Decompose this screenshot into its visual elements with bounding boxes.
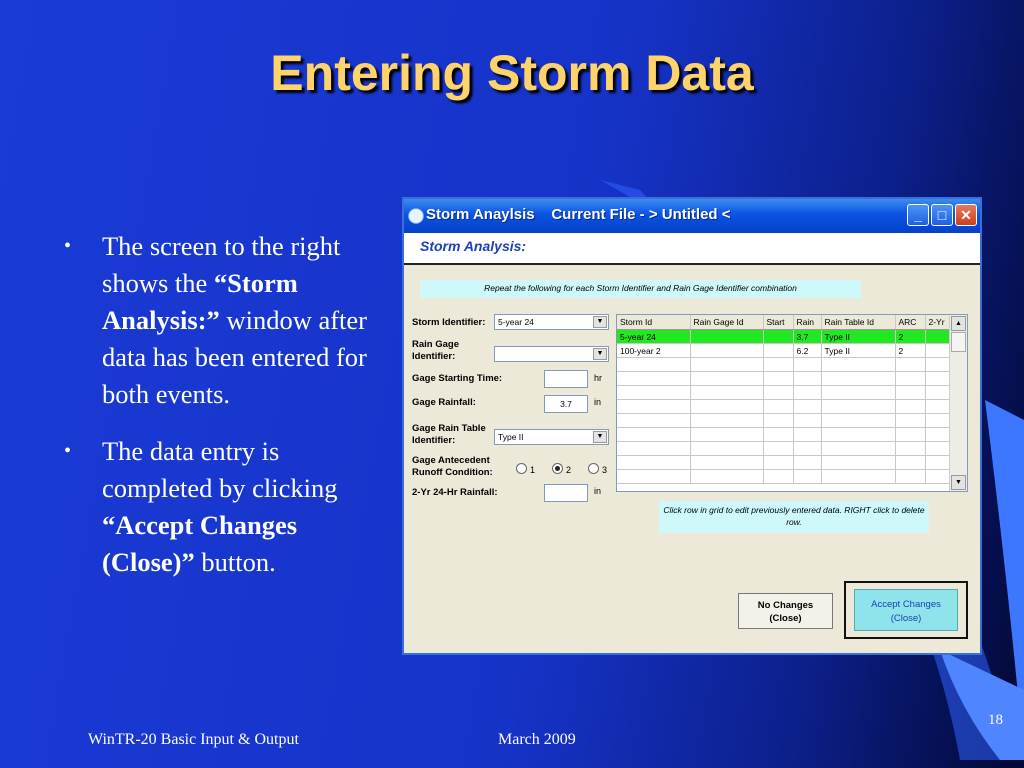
- column-header[interactable]: Rain Table Id: [821, 315, 895, 330]
- grid-cell[interactable]: [895, 414, 925, 428]
- bullet-item: [62, 433, 382, 581]
- grid-cell[interactable]: [617, 470, 690, 484]
- grid-cell[interactable]: [617, 428, 690, 442]
- column-header[interactable]: Storm Id: [617, 315, 690, 330]
- grid-cell[interactable]: [690, 358, 763, 372]
- grid-cell[interactable]: [925, 372, 951, 386]
- footer-date: March 2009: [498, 731, 576, 748]
- slide-number: 18: [988, 712, 1003, 728]
- grid-cell[interactable]: [895, 442, 925, 456]
- grid-cell[interactable]: [690, 456, 763, 470]
- minimize-button[interactable]: _: [907, 204, 929, 226]
- grid-cell[interactable]: [925, 442, 951, 456]
- grid-cell[interactable]: [821, 442, 895, 456]
- grid-cell[interactable]: [821, 456, 895, 470]
- grid-cell[interactable]: [690, 386, 763, 400]
- grid-cell[interactable]: [793, 372, 821, 386]
- grid-cell[interactable]: [895, 372, 925, 386]
- arc-radio-label: 2: [566, 465, 572, 475]
- arc-radio-label: 3: [602, 465, 608, 475]
- grid-cell[interactable]: [793, 386, 821, 400]
- grid-cell[interactable]: Type II: [821, 344, 895, 358]
- table-row[interactable]: [617, 442, 951, 456]
- gage-start-unit: hr: [594, 373, 603, 383]
- grid-cell[interactable]: [821, 470, 895, 484]
- grid-cell[interactable]: 6.2: [793, 344, 821, 358]
- rain-table-label-line1: Gage Rain Table: [412, 423, 486, 434]
- grid-cell[interactable]: [793, 414, 821, 428]
- table-row[interactable]: [617, 386, 951, 400]
- grid-header-row: [617, 315, 951, 330]
- table-row[interactable]: [617, 330, 951, 344]
- no-changes-label: No Changes: [757, 600, 814, 611]
- grid-cell[interactable]: [763, 442, 793, 456]
- grid-cell[interactable]: [690, 400, 763, 414]
- grid-cell[interactable]: [925, 330, 951, 344]
- grid-cell[interactable]: [617, 456, 690, 470]
- app-icon[interactable]: [408, 208, 424, 224]
- grid-cell[interactable]: [617, 358, 690, 372]
- grid-cell[interactable]: [763, 428, 793, 442]
- column-header[interactable]: 2-Yr: [925, 315, 951, 330]
- grid-cell[interactable]: [925, 414, 951, 428]
- scroll-up-icon[interactable]: ▲: [951, 316, 966, 331]
- table-row[interactable]: [617, 414, 951, 428]
- radio-icon[interactable]: [588, 463, 599, 474]
- grid-cell[interactable]: [895, 470, 925, 484]
- grid-cell[interactable]: 5-year 24: [617, 330, 690, 344]
- grid-cell[interactable]: [690, 470, 763, 484]
- window-titlebar[interactable]: [404, 199, 980, 233]
- form-header-title: Storm Analysis:: [420, 238, 527, 254]
- table-row[interactable]: [617, 372, 951, 386]
- grid-cell[interactable]: [763, 386, 793, 400]
- storm-data-grid[interactable]: [616, 314, 968, 492]
- grid-cell[interactable]: Type II: [821, 330, 895, 344]
- rain-gage-select[interactable]: [494, 346, 609, 362]
- grid-cell[interactable]: [895, 456, 925, 470]
- gage-rainfall-label: Gage Rainfall:: [412, 397, 476, 408]
- chevron-down-icon[interactable]: ▼: [593, 348, 607, 360]
- rain-gage-label: [412, 339, 459, 363]
- grid-cell[interactable]: [925, 428, 951, 442]
- column-header[interactable]: ARC: [895, 315, 925, 330]
- grid-cell[interactable]: [763, 372, 793, 386]
- bullet-bold-text: “Storm Analysis:”: [102, 268, 298, 335]
- grid-cell[interactable]: [617, 400, 690, 414]
- grid-cell[interactable]: [895, 358, 925, 372]
- grid-cell[interactable]: [690, 344, 763, 358]
- table-row[interactable]: [617, 358, 951, 372]
- rain-gage-label-line2: Identifier:: [412, 351, 456, 362]
- radio-icon[interactable]: [516, 463, 527, 474]
- column-header[interactable]: Start: [763, 315, 793, 330]
- slide-title: Entering Storm Data: [270, 45, 754, 101]
- grid-cell[interactable]: [925, 400, 951, 414]
- bullet-text: button.: [194, 547, 276, 577]
- grid-help-note: Click row in grid to edit previously entered data. RIGHT click to delete row.: [659, 501, 929, 533]
- accept-changes-sublabel: (Close): [890, 613, 922, 624]
- grid-cell[interactable]: [617, 442, 690, 456]
- grid-cell[interactable]: 100-year 2: [617, 344, 690, 358]
- bullet-text: The screen to the right shows the: [102, 231, 341, 298]
- grid-table: [617, 315, 952, 358]
- grid-cell[interactable]: [690, 442, 763, 456]
- column-header[interactable]: Rain Gage Id: [690, 315, 763, 330]
- gage-start-label: Gage Starting Time:: [412, 373, 503, 384]
- table-row[interactable]: [617, 344, 951, 358]
- grid-cell[interactable]: [763, 470, 793, 484]
- grid-cell[interactable]: 3.7: [793, 330, 821, 344]
- grid-cell[interactable]: [925, 358, 951, 372]
- bullet-list: [62, 228, 382, 601]
- form-header: [404, 233, 980, 265]
- grid-cell[interactable]: [763, 400, 793, 414]
- grid-cell[interactable]: [895, 386, 925, 400]
- grid-cell[interactable]: [821, 386, 895, 400]
- chevron-down-icon[interactable]: ▼: [593, 431, 607, 443]
- no-changes-button[interactable]: [738, 593, 833, 629]
- bullet-text: window after data has been entered for both events.: [102, 305, 367, 409]
- grid-cell[interactable]: [690, 330, 763, 344]
- grid-cell[interactable]: [793, 456, 821, 470]
- grid-cell[interactable]: [793, 470, 821, 484]
- gage-start-input[interactable]: [544, 370, 588, 388]
- antecedent-label-line2: Runoff Condition:: [412, 467, 493, 478]
- arc-radio-label: 1: [530, 465, 536, 475]
- chevron-down-icon[interactable]: ▼: [593, 316, 607, 328]
- grid-cell[interactable]: [821, 414, 895, 428]
- rain-gage-label-line1: Rain Gage: [412, 339, 459, 350]
- grid-cell[interactable]: [925, 470, 951, 484]
- window-title: Storm Anaylsis Current File - > Untitled <: [426, 206, 731, 223]
- grid-cell[interactable]: [763, 358, 793, 372]
- storm-identifier-select[interactable]: [494, 314, 609, 330]
- rain-table-label-line2: Identifier:: [412, 435, 456, 446]
- grid-cell[interactable]: [690, 414, 763, 428]
- grid-cell[interactable]: [793, 442, 821, 456]
- rain-table-label: [412, 423, 486, 447]
- antecedent-label-line1: Gage Antecedent: [412, 455, 490, 466]
- grid-cell[interactable]: [617, 386, 690, 400]
- grid-cell[interactable]: [763, 344, 793, 358]
- gage-rainfall-unit: in: [594, 397, 602, 407]
- table-row[interactable]: [617, 470, 951, 484]
- bullet-item: [62, 228, 382, 413]
- grid-cell[interactable]: [690, 372, 763, 386]
- grid-cell[interactable]: [793, 428, 821, 442]
- column-header[interactable]: Rain: [793, 315, 821, 330]
- instruction-banner: Repeat the following for each Storm Identifier and Rain Gage Identifier combination: [420, 280, 861, 298]
- maximize-button[interactable]: □: [931, 204, 953, 226]
- arc-radio-1[interactable]: [516, 463, 535, 475]
- scroll-down-icon[interactable]: ▼: [951, 475, 966, 490]
- storm-identifier-label: Storm Identifier:: [412, 317, 486, 328]
- grid-cell[interactable]: [925, 386, 951, 400]
- grid-scrollbar[interactable]: [949, 315, 967, 491]
- table-row[interactable]: [617, 456, 951, 470]
- grid-empty-rows: [617, 358, 952, 484]
- bullet-text: The data entry is completed by clicking: [102, 436, 338, 503]
- arc-radio-3[interactable]: [588, 463, 607, 475]
- grid-cell[interactable]: [690, 428, 763, 442]
- grid-cell[interactable]: [617, 414, 690, 428]
- rain-table-value: Type II: [498, 432, 524, 442]
- arc-radio-2[interactable]: [552, 463, 571, 475]
- accept-changes-button[interactable]: [854, 589, 958, 631]
- grid-cell[interactable]: [793, 358, 821, 372]
- grid-cell[interactable]: [925, 344, 951, 358]
- grid-cell[interactable]: [617, 372, 690, 386]
- accept-changes-label: Accept Changes: [871, 599, 941, 610]
- table-row[interactable]: [617, 428, 951, 442]
- window-client: [404, 233, 980, 653]
- grid-cell[interactable]: [821, 372, 895, 386]
- grid-cell[interactable]: [895, 400, 925, 414]
- footer-course-title: WinTR-20 Basic Input & Output: [88, 731, 299, 748]
- scroll-thumb[interactable]: [951, 332, 966, 352]
- two-yr-rainfall-input[interactable]: [544, 484, 588, 502]
- gage-rainfall-input[interactable]: 3.7: [544, 395, 588, 413]
- grid-cell[interactable]: [763, 330, 793, 344]
- grid-cell[interactable]: 2: [895, 344, 925, 358]
- storm-analysis-window: [402, 197, 982, 655]
- two-yr-rainfall-label: 2-Yr 24-Hr Rainfall:: [412, 487, 498, 498]
- antecedent-label: [412, 455, 493, 479]
- no-changes-sublabel: (Close): [769, 613, 802, 624]
- grid-cell[interactable]: 2: [895, 330, 925, 344]
- grid-cell[interactable]: [895, 428, 925, 442]
- grid-cell[interactable]: [821, 358, 895, 372]
- grid-cell[interactable]: [793, 400, 821, 414]
- accept-focus-frame: [844, 581, 968, 639]
- close-button[interactable]: ✕: [955, 204, 977, 226]
- radio-selected-icon[interactable]: [552, 463, 563, 474]
- two-yr-rainfall-unit: in: [594, 486, 602, 496]
- table-row[interactable]: [617, 400, 951, 414]
- storm-identifier-value: 5-year 24: [498, 317, 534, 327]
- rain-table-select[interactable]: [494, 429, 609, 445]
- grid-cell[interactable]: [763, 414, 793, 428]
- grid-cell[interactable]: [763, 456, 793, 470]
- grid-cell[interactable]: [821, 400, 895, 414]
- grid-cell[interactable]: [925, 456, 951, 470]
- bullet-bold-text: “Accept Changes (Close)”: [102, 510, 298, 577]
- grid-cell[interactable]: [821, 428, 895, 442]
